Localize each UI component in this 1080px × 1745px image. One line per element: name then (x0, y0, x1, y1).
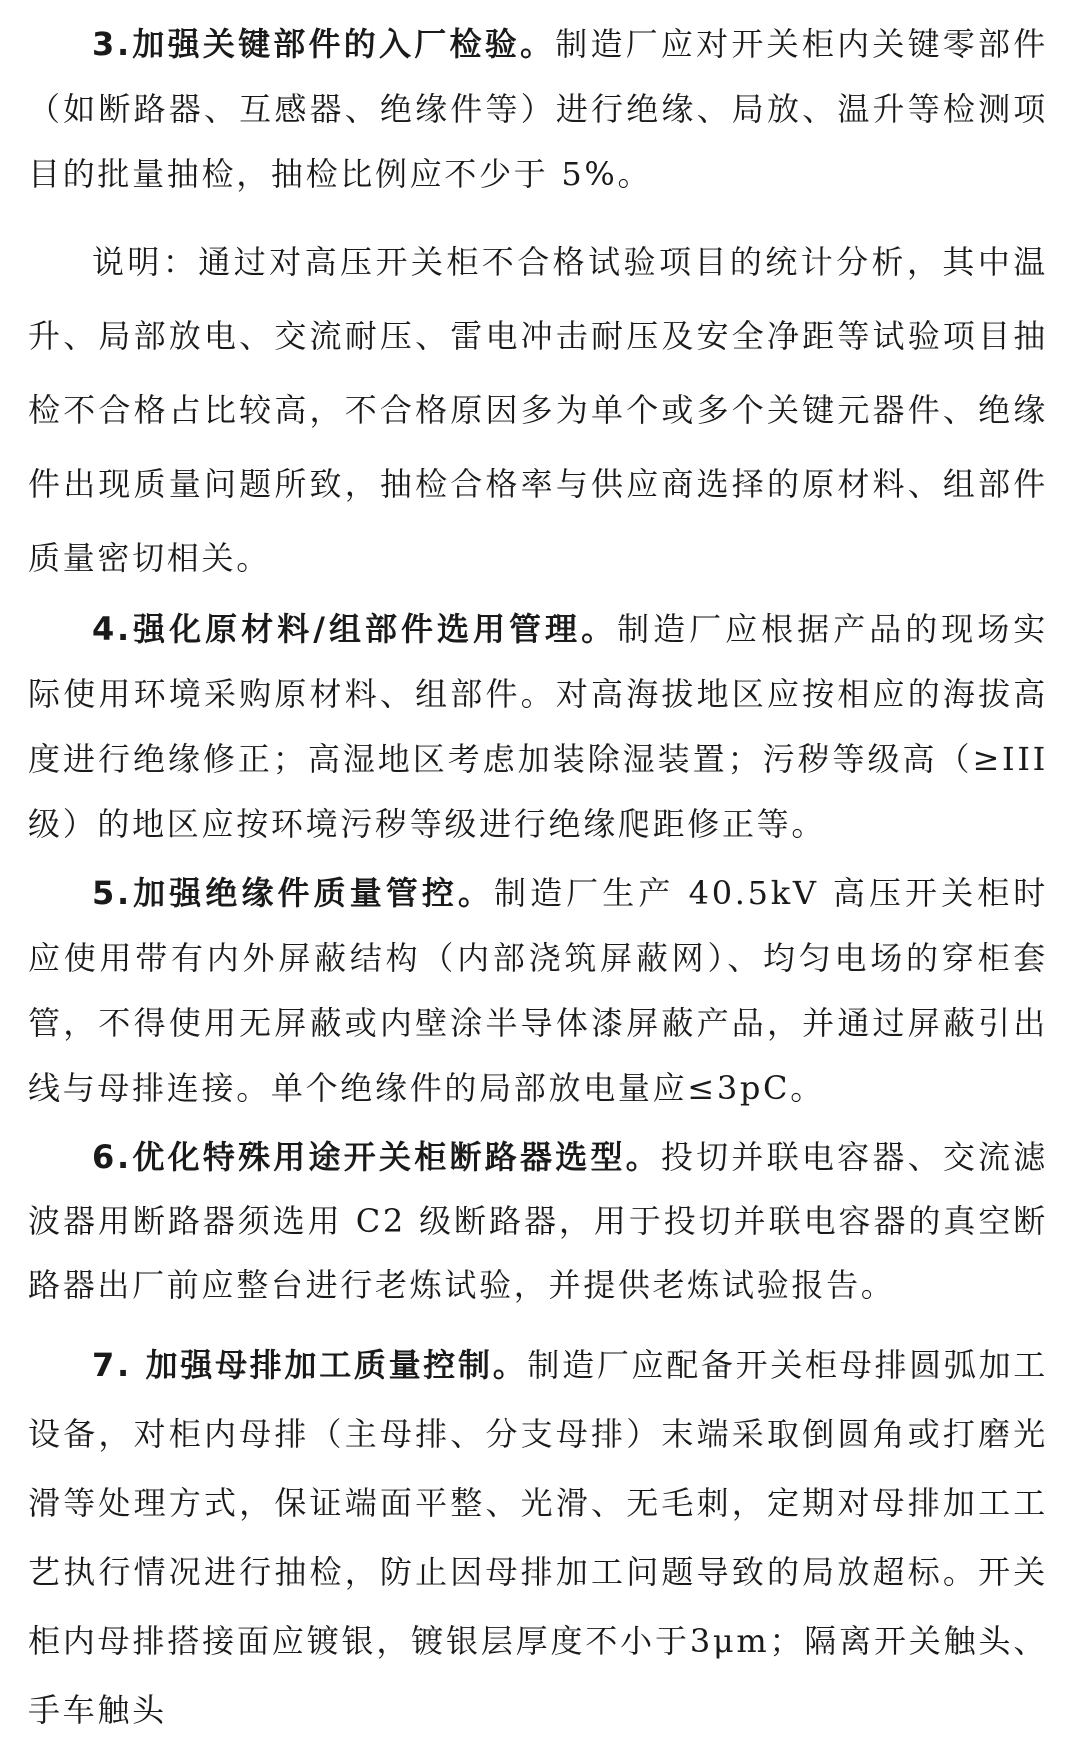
paragraph-heading: 3.加强关键部件的入厂检验。 (92, 25, 556, 63)
paragraph-body: 制造厂应根据产品的现场实际使用环境采购原材料、组部件。对高海拔地区应按相应的海拔高度进行绝缘修正；高湿地区考虑加装除湿装置；污秽等级高（≥III级）的地区应按环境污秽等级进行绝缘爬距修正等。 (28, 610, 1048, 843)
paragraph-5-insulation-quality (28, 861, 1048, 1121)
paragraph-body: 制造厂应配备开关柜母排圆弧加工设备，对柜内母排（主母排、分支母排）末端采取倒圆角或打磨光滑等处理方式，保证端面平整、光滑、无毛刺，定期对母排加工工艺执行情况进行抽检，防止因母排加工问题导致的局放超标。开关柜内母排搭接面应镀银，镀银层厚度不小于3μm；隔离开关触头、手车触头 (28, 1346, 1048, 1729)
paragraph-7-busbar-processing (28, 1331, 1048, 1745)
document-page (28, 12, 1048, 1745)
paragraph-explanation-note (28, 225, 1048, 595)
paragraph-body: 投切并联电容器、交流滤波器用断路器须选用 C2 级断路器，用于投切并联电容器的真空断路器出厂前应整台进行老炼试验，并提供老炼试验报告。 (28, 1138, 1048, 1304)
paragraph-heading: 5.加强绝缘件质量管控。 (92, 874, 495, 912)
paragraph-body: 说明：通过对高压开关柜不合格试验项目的统计分析，其中温升、局部放电、交流耐压、雷电冲击耐压及安全净距等试验项目抽检不合格占比较高，不合格原因多为单个或多个关键元器件、绝缘件出现质量问题所致，抽检合格率与供应商选择的原材料、组部件质量密切相关。 (28, 243, 1048, 577)
paragraph-3-key-component-inspection (28, 12, 1048, 207)
paragraph-heading: 6.优化特殊用途开关柜断路器选型。 (92, 1138, 661, 1176)
paragraph-body: 制造厂应对开关柜内关键零部件（如断路器、互感器、绝缘件等）进行绝缘、局放、温升等检测项目的批量抽检，抽检比例应不少于 5%。 (28, 25, 1048, 193)
paragraph-4-material-selection (28, 597, 1048, 857)
paragraph-6-breaker-selection (28, 1125, 1048, 1317)
paragraph-heading: 7. 加强母排加工质量控制。 (92, 1346, 528, 1384)
paragraph-heading: 4.强化原材料/组部件选用管理。 (92, 610, 618, 648)
paragraph-body: 制造厂生产 40.5kV 高压开关柜时应使用带有内外屏蔽结构（内部浇筑屏蔽网）、均匀电场的穿柜套管，不得使用无屏蔽或内壁涂半导体漆屏蔽产品，并通过屏蔽引出线与母排连接。单个绝缘件的局部放电量应≤3pC。 (28, 874, 1048, 1107)
